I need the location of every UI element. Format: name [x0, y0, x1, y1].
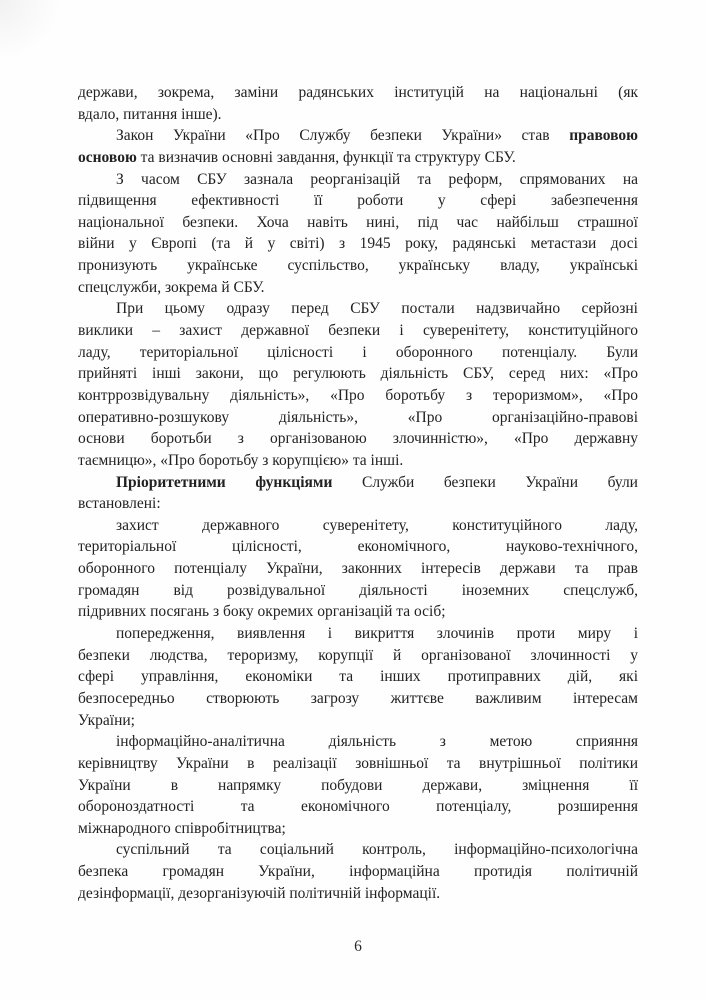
text-line	[78, 298, 638, 320]
text-line	[78, 645, 638, 667]
bold-text: правовою	[569, 127, 638, 145]
text-line	[78, 277, 638, 299]
body-text: підвищення ефективності її роботи у сфері забезпечення	[78, 192, 638, 210]
body-text: безпеки людства, тероризму, корупції й організованої злочинності у	[78, 646, 638, 664]
body-text: оперативно-розшукову діяльність», «Про організаційно-правові	[78, 408, 638, 426]
body-text: громадян від розвідувальної діяльності іноземних спецслужб,	[78, 581, 638, 599]
body-text: України;	[78, 711, 135, 729]
body-text: безпосередньо створюють загрозу життєве важливим інтересам	[78, 689, 638, 707]
text-line	[78, 407, 638, 429]
body-text: сфері управління, економіки та інших протиправних дій, які	[78, 668, 638, 686]
body-text: України в напрямку побудови держави, зміцнення її	[78, 776, 638, 794]
paragraph	[78, 298, 638, 471]
bold-text: основою	[78, 148, 137, 166]
body-text: ладу, територіальної цілісності і оборонного потенціалу. Були	[78, 343, 638, 361]
text-line	[78, 623, 638, 645]
body-text: контррозвідувальну діяльність», «Про боротьбу з тероризмом», «Про	[78, 386, 638, 404]
body-text: З часом СБУ зазнала реорганізацій та реформ, спрямованих на	[116, 170, 638, 188]
text-line	[78, 601, 638, 623]
body-text: керівництву України в реалізації зовнішньої та внутрішньої політики	[78, 754, 638, 772]
text-line	[78, 255, 638, 277]
text-line	[78, 536, 638, 558]
paragraph	[78, 515, 638, 623]
text-line	[78, 82, 638, 104]
body-text: та визначив основні завдання, функції та структуру СБУ.	[136, 148, 516, 166]
body-text: попередження, виявлення і викриття злочинів проти миру і	[116, 625, 638, 643]
text-line	[78, 493, 638, 515]
text-line	[78, 472, 638, 494]
text-line	[78, 320, 638, 342]
body-text: виклики – захист державної безпеки і суверенітету, конституційного	[78, 322, 638, 340]
text-line	[78, 688, 638, 710]
body-text: основи боротьби з організованою злочинністю», «Про державну	[78, 430, 638, 448]
body-text: Служби безпеки України були	[332, 473, 638, 491]
body-text: таємницю», «Про боротьбу з корупцією» та інші.	[78, 451, 404, 469]
text-line	[78, 775, 638, 797]
text-line	[78, 818, 638, 840]
body-text: війни у Європі (та й у світі) з 1945 року, радянські метастази досі	[78, 235, 638, 253]
body-text: оборонного потенціалу України, законних інтересів держави та прав	[78, 560, 638, 578]
text-line	[78, 147, 638, 169]
text-line	[78, 753, 638, 775]
page-number: 6	[354, 938, 362, 955]
body-text: обороноздатності та економічного потенціалу, розширення	[78, 798, 638, 816]
text-block	[78, 82, 638, 904]
text-line	[78, 190, 638, 212]
body-text: захист державного суверенітету, конституційного ладу,	[116, 516, 638, 534]
text-line	[78, 428, 638, 450]
body-text: встановлені:	[78, 495, 161, 513]
body-text: суспільний та соціальний контроль, інформаційно-психологічна	[116, 841, 638, 859]
paragraph	[78, 731, 638, 839]
text-line	[78, 342, 638, 364]
text-line	[78, 450, 638, 472]
text-line	[78, 212, 638, 234]
text-line	[78, 883, 638, 905]
paragraph	[78, 82, 638, 125]
body-text: національної безпеки. Хоча навіть нині, під час найбільш страшної	[78, 213, 638, 231]
body-text: підривних посягань з боку окремих організацій та осіб;	[78, 603, 446, 621]
body-text: спецслужби, зокрема й СБУ.	[78, 278, 265, 296]
body-text: інформаційно-аналітична діяльність з метою сприяння	[116, 733, 638, 751]
body-text: безпека громадян України, інформаційна протидія політичній	[78, 863, 638, 881]
text-line	[78, 104, 638, 126]
paragraph	[78, 623, 638, 731]
text-line	[78, 125, 638, 147]
text-line	[78, 666, 638, 688]
text-line	[78, 363, 638, 385]
body-text: прийняті інші закони, що регулюють діяльність СБУ, серед них: «Про	[78, 365, 638, 383]
text-line	[78, 861, 638, 883]
body-text: Закон України «Про Службу безпеки України» став	[116, 127, 570, 145]
paragraph	[78, 125, 638, 168]
paragraph	[78, 839, 638, 904]
text-line	[78, 731, 638, 753]
text-line	[78, 580, 638, 602]
text-line	[78, 233, 638, 255]
bold-text: Пріоритетними функціями	[116, 473, 333, 491]
body-text: міжнародного співробітництва;	[78, 819, 286, 837]
text-line	[78, 839, 638, 861]
text-line	[78, 515, 638, 537]
body-text: територіальної цілісності, економічного, науково-технічного,	[78, 538, 638, 556]
paragraph	[78, 472, 638, 515]
body-text: При цьому одразу перед СБУ постали надзвичайно серйозні	[116, 300, 638, 318]
body-text: держави, зокрема, заміни радянських інституцій на національні (як	[78, 84, 638, 101]
text-line	[78, 385, 638, 407]
text-line	[78, 796, 638, 818]
text-line	[78, 169, 638, 191]
text-line	[78, 558, 638, 580]
body-text: пронизують українське суспільство, українську владу, українські	[78, 257, 638, 275]
body-text: вдало, питання інше).	[78, 105, 222, 123]
text-line	[78, 710, 638, 732]
paragraph	[78, 169, 638, 299]
body-text: дезінформації, дезорганізуючій політичній інформації.	[78, 884, 441, 902]
